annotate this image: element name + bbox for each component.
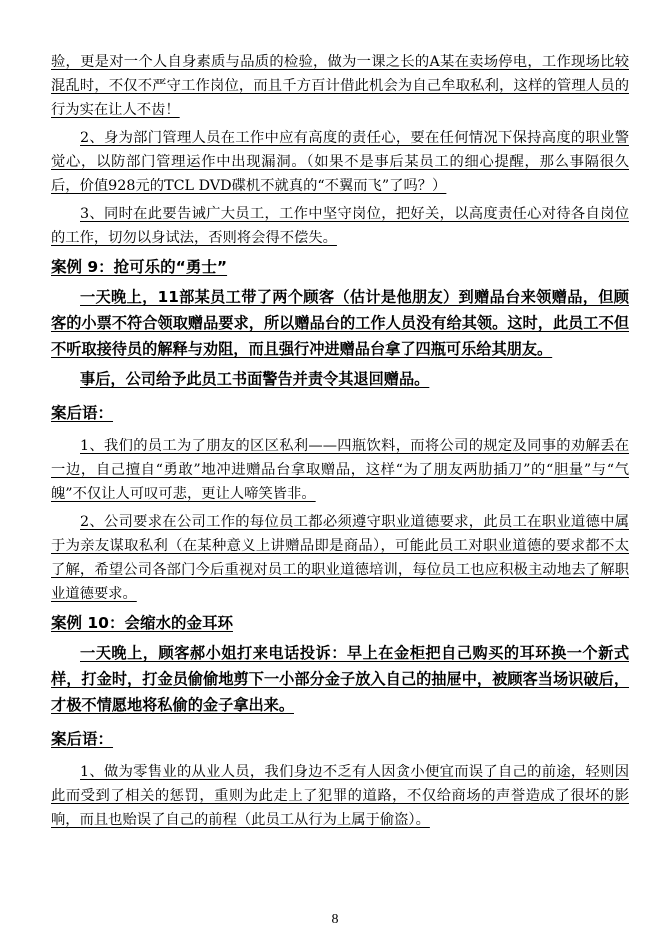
intro-point-3: 3、同时在此要告诫广大员工，工作中坚守岗位，把好关，以高度责任心对待各自岗位的工作，切勿以身试法，否则将会得不偿失。 — [51, 206, 629, 246]
case10-comment-label: 案后语： — [51, 730, 114, 748]
case9-result: 事后，公司给予此员工书面警告并责令其退回赠品。 — [80, 370, 430, 388]
case10-title: 案例 10：会缩水的金耳环 — [51, 614, 233, 632]
intro-point-2: 2、身为部门管理人员在工作中应有高度的责任心，要在任何情况下保持高度的职业警觉心，以防部门管理运作中出现漏洞。（如果不是事后某员工的细心提醒，那么事隔很久后，价值928元的TCL DVD碟机不就真的“不翼而飞”了吗？） — [51, 130, 629, 194]
case9-title: 案例 9：抢可乐的“勇士” — [51, 258, 228, 276]
intro-paragraph: 验，更是对一个人自身素质与品质的检验，做为一课之长的A某在卖场停电，工作现场比较混乱时，不仅不严守工作岗位，而且千方百计借此机会为自己牟取私利，这样的管理人员的行为实在让人不齿！ — [51, 54, 629, 118]
case10-comment-1: 1、做为零售业的从业人员，我们身边不乏有人因贪小便宜而误了自己的前途，轻则因此而受到了相关的惩罚，重则为此走上了犯罪的道路，不仅给商场的声誉造成了很坏的影响，而且也贻误了自己的前程（此员工从行为上属于偷盗）。 — [51, 764, 629, 828]
page-number: 8 — [331, 912, 339, 927]
case9-story: 一天晚上，11部某员工带了两个顾客（估计是他朋友）到赠品台来领赠品，但顾客的小票不符合领取赠品要求，所以赠品台的工作人员没有给其领。这时，此员工不但不听取接待员的解释与劝阻，而且强行冲进赠品台拿了四瓶可乐给其朋友。 — [51, 288, 629, 358]
case9-comment-1: 1、我们的员工为了朋友的区区私利——四瓶饮料，而将公司的规定及同事的劝解丢在一边，自己擅自“勇敢”地冲进赠品台拿取赠品，这样“为了朋友两肋插刀”的“胆量”与“气魄”不仅让人可叹可悲，更让人啼笑皆非。 — [51, 438, 629, 502]
case9-comment-label: 案后语： — [51, 404, 114, 422]
case10-story: 一天晚上，顾客郝小姐打来电话投诉：早上在金柜把自己购买的耳环换一个新式样，打金时，打金员偷偷地剪下一小部分金子放入自己的抽屉中，被顾客当场识破后，才极不情愿地将私偷的金子拿出来。 — [51, 644, 629, 714]
document-page — [51, 50, 629, 832]
case9-comment-2: 2、公司要求在公司工作的每位员工都必须遵守职业道德要求，此员工在职业道德中属于为亲友谋取私利（在某种意义上讲赠品即是商品），可能此员工对职业道德的要求都不太了解，希望公司各部门今后重视对员工的职业道德培训，每位员工也应积极主动地去了解职业道德要求。 — [51, 514, 629, 602]
